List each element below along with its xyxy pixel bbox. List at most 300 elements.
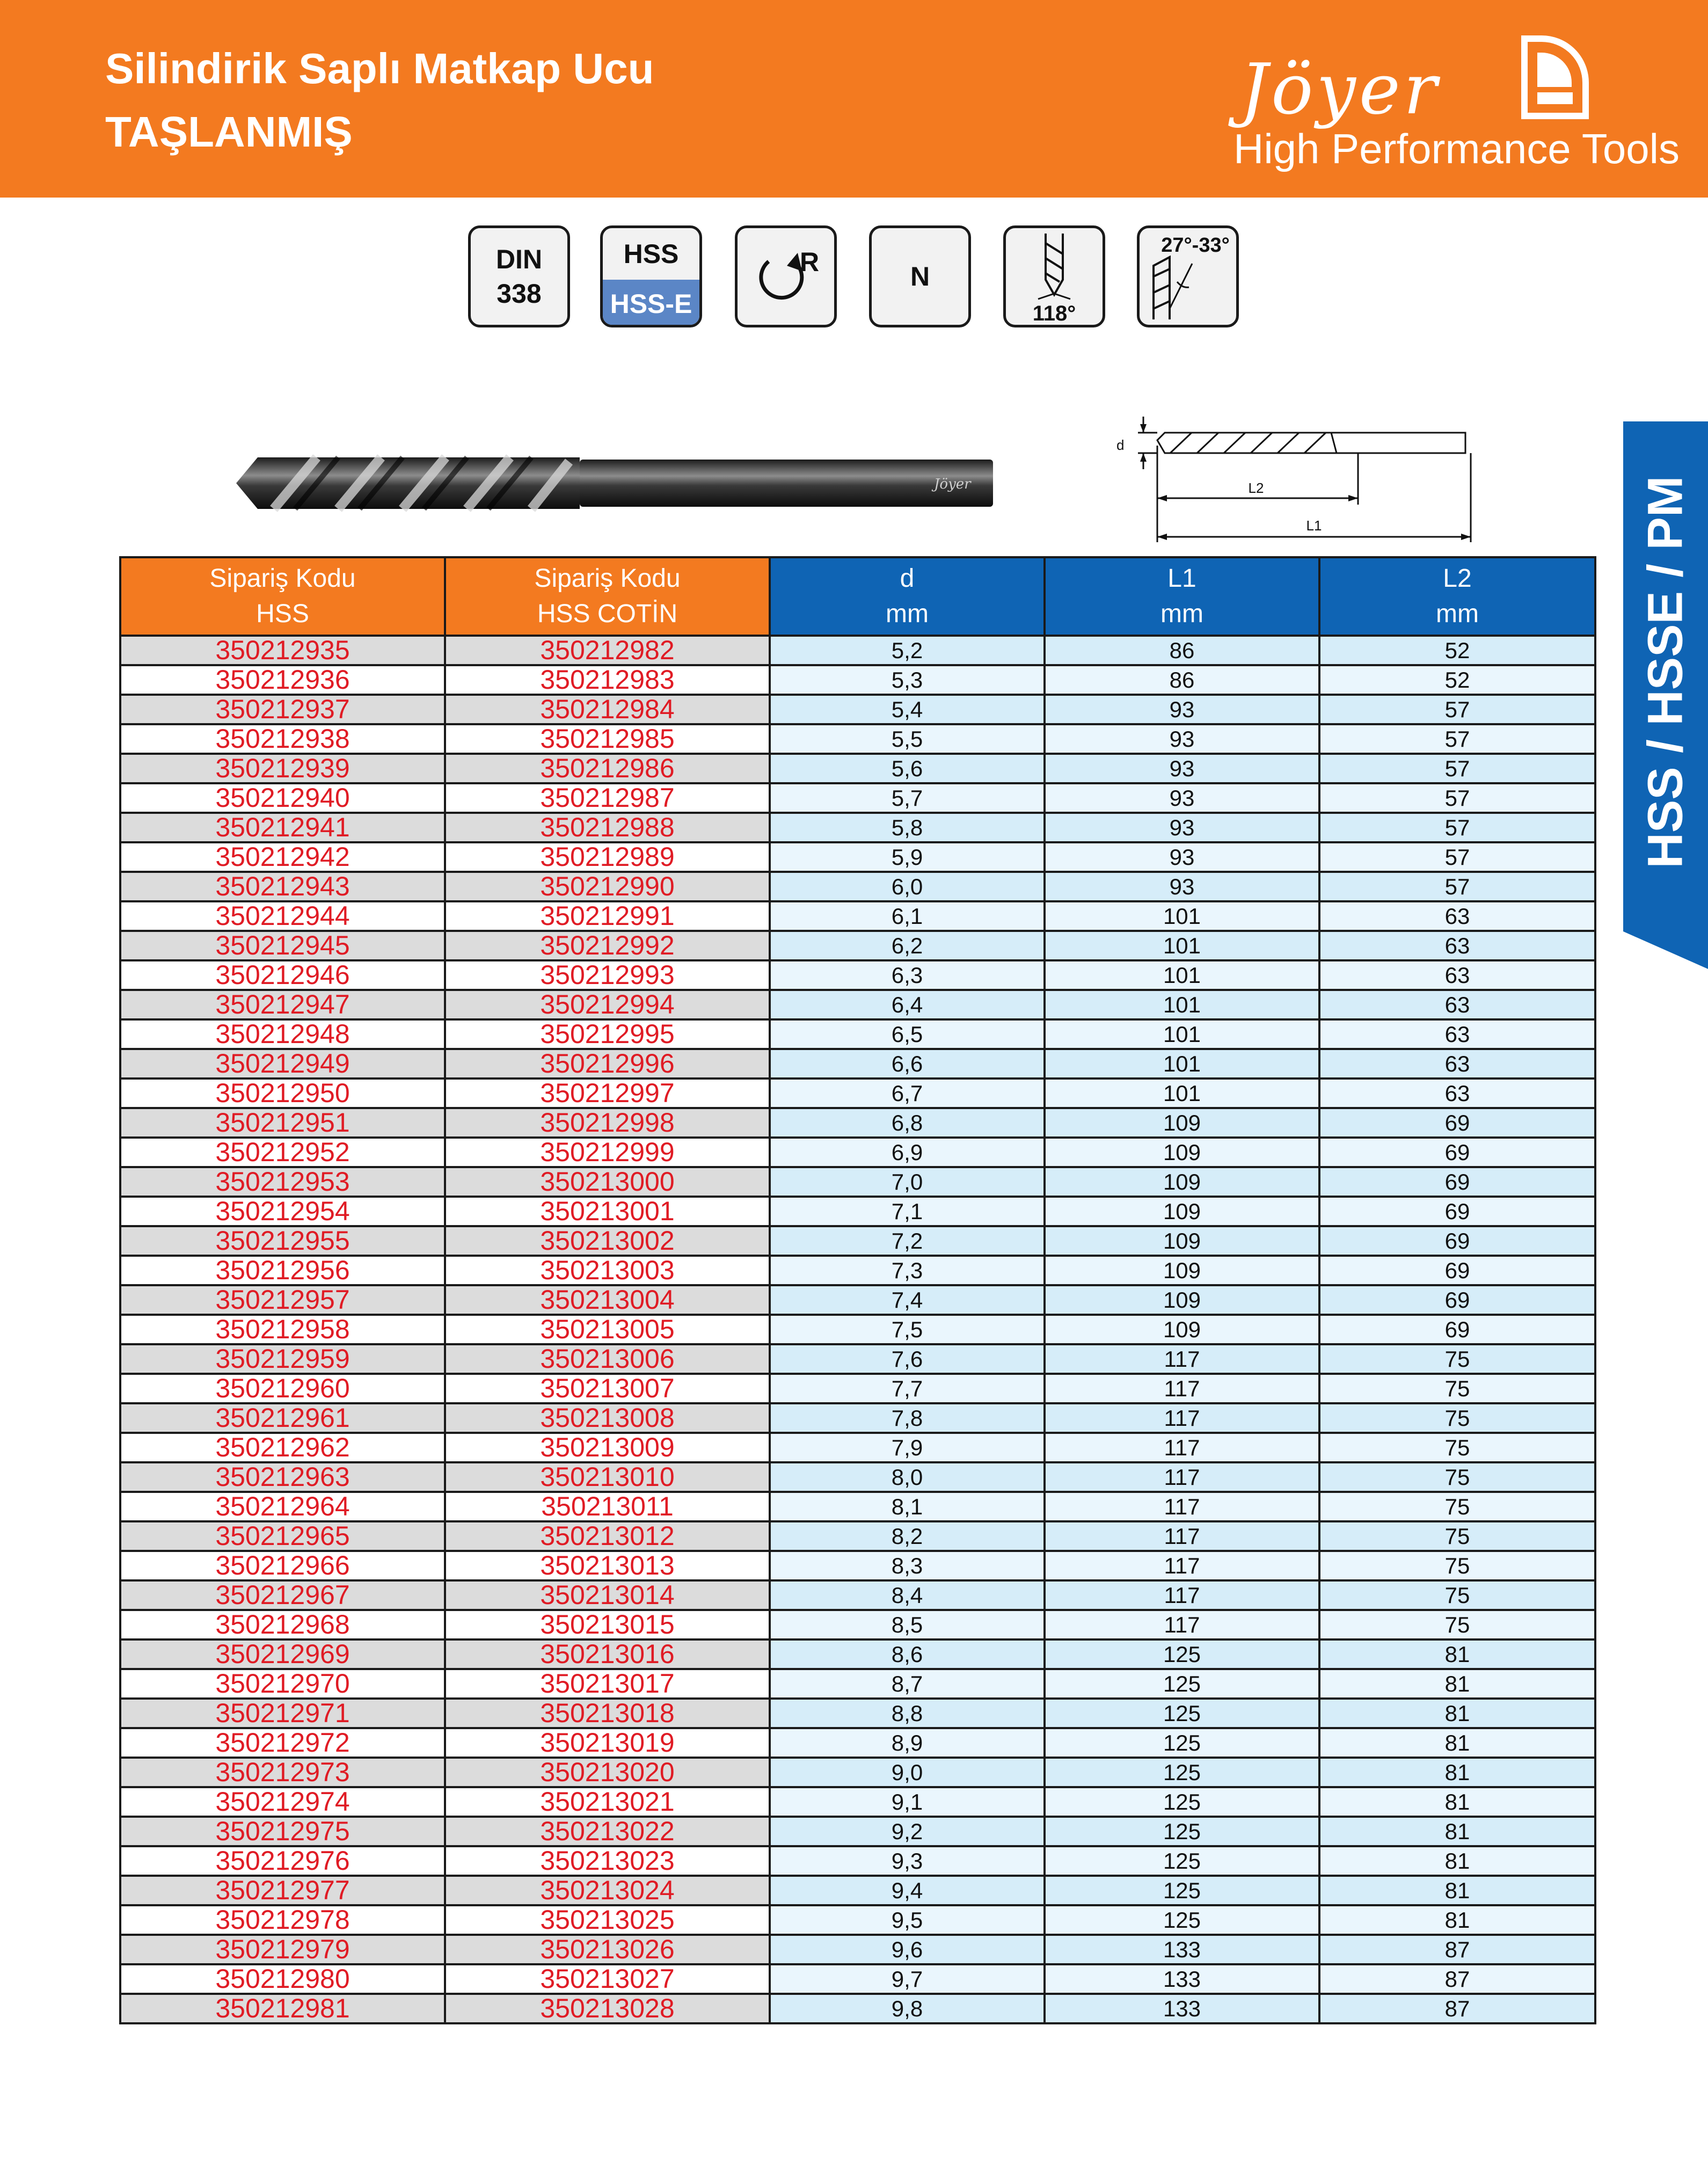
total-length-cell: 93 — [1045, 813, 1319, 842]
total-length-cell: 117 — [1045, 1462, 1319, 1492]
diameter-cell: 7,2 — [770, 1226, 1045, 1256]
cotin-code-cell: 350212993 — [445, 960, 770, 990]
hss-code-cell: 350212955 — [120, 1226, 445, 1256]
diameter-cell: 7,5 — [770, 1315, 1045, 1344]
flute-length-cell: 75 — [1319, 1344, 1595, 1374]
total-length-cell: 93 — [1045, 783, 1319, 813]
cotin-code-cell: 350212990 — [445, 872, 770, 901]
flute-length-cell: 69 — [1319, 1138, 1595, 1167]
diameter-cell: 5,9 — [770, 842, 1045, 872]
flute-length-cell: 69 — [1319, 1256, 1595, 1285]
total-length-cell: 101 — [1045, 1049, 1319, 1078]
flute-length-cell: 75 — [1319, 1551, 1595, 1580]
cotin-code-cell: 350212983 — [445, 665, 770, 695]
drill-point-icon — [1006, 228, 1103, 325]
table-row — [120, 1462, 1595, 1492]
diameter-cell: 9,4 — [770, 1876, 1045, 1905]
header-hss-code-line2: HSS — [256, 600, 309, 628]
flute-length-cell: 52 — [1319, 636, 1595, 665]
flute-length-cell: 69 — [1319, 1285, 1595, 1315]
cotin-code-cell: 350212995 — [445, 1019, 770, 1049]
table-row — [120, 1787, 1595, 1817]
table-row — [120, 1728, 1595, 1758]
cotin-code-cell: 350213009 — [445, 1433, 770, 1462]
hss-code-cell: 350212963 — [120, 1462, 445, 1492]
flute-length-cell: 69 — [1319, 1226, 1595, 1256]
hss-code-cell: 350212976 — [120, 1846, 445, 1876]
cotin-code-cell: 350212988 — [445, 813, 770, 842]
flute-length-cell: 75 — [1319, 1433, 1595, 1462]
cotin-code-cell: 350213026 — [445, 1935, 770, 1964]
diameter-cell: 9,8 — [770, 1994, 1045, 2023]
total-length-cell: 117 — [1045, 1374, 1319, 1403]
cotin-code-cell: 350213017 — [445, 1669, 770, 1699]
total-length-cell: 117 — [1045, 1344, 1319, 1374]
table-row — [120, 1669, 1595, 1699]
flute-length-cell: 75 — [1319, 1403, 1595, 1433]
total-length-cell: 101 — [1045, 901, 1319, 931]
flute-length-cell: 63 — [1319, 931, 1595, 960]
flute-length-cell: 57 — [1319, 872, 1595, 901]
hss-code-cell: 350212967 — [120, 1580, 445, 1610]
flute-length-cell: 69 — [1319, 1108, 1595, 1138]
hss-code-cell: 350212962 — [120, 1433, 445, 1462]
cotin-code-cell: 350213019 — [445, 1728, 770, 1758]
header-flute-length-line2: mm — [1436, 600, 1479, 628]
diameter-cell: 6,4 — [770, 990, 1045, 1019]
table-row — [120, 695, 1595, 724]
hss-code-cell: 350212952 — [120, 1138, 445, 1167]
cotin-code-cell: 350212998 — [445, 1108, 770, 1138]
table-row — [120, 724, 1595, 754]
diameter-cell: 6,1 — [770, 901, 1045, 931]
cotin-code-cell: 350213028 — [445, 1994, 770, 2023]
total-length-cell: 109 — [1045, 1285, 1319, 1315]
flute-length-cell: 63 — [1319, 1049, 1595, 1078]
flute-length-cell: 75 — [1319, 1492, 1595, 1521]
diameter-cell: 8,8 — [770, 1699, 1045, 1728]
hss-code-cell: 350212973 — [120, 1758, 445, 1787]
hss-code-cell: 350212945 — [120, 931, 445, 960]
total-length-cell: 125 — [1045, 1905, 1319, 1935]
total-length-cell: 101 — [1045, 990, 1319, 1019]
cotin-code-cell: 350213015 — [445, 1610, 770, 1639]
total-length-cell: 109 — [1045, 1226, 1319, 1256]
total-length-cell: 125 — [1045, 1876, 1319, 1905]
spec-table — [119, 556, 1596, 2024]
flute-length-cell: 63 — [1319, 990, 1595, 1019]
cotin-code-cell: 350213000 — [445, 1167, 770, 1197]
total-length-cell: 125 — [1045, 1699, 1319, 1728]
total-length-cell: 117 — [1045, 1521, 1319, 1551]
drill-bit-photo — [236, 446, 1004, 521]
diameter-cell: 5,3 — [770, 665, 1045, 695]
total-length-cell: 125 — [1045, 1639, 1319, 1669]
total-length-cell: 125 — [1045, 1817, 1319, 1846]
total-length-cell: 125 — [1045, 1758, 1319, 1787]
diameter-cell: 5,7 — [770, 783, 1045, 813]
diameter-cell: 5,2 — [770, 636, 1045, 665]
table-row — [120, 1049, 1595, 1078]
flute-length-cell: 81 — [1319, 1876, 1595, 1905]
header-cotin-code — [445, 557, 770, 636]
hss-code-cell: 350212970 — [120, 1669, 445, 1699]
diameter-cell: 7,0 — [770, 1167, 1045, 1197]
cotin-code-cell: 350212991 — [445, 901, 770, 931]
diameter-cell: 5,8 — [770, 813, 1045, 842]
flute-length-cell: 69 — [1319, 1315, 1595, 1344]
brand-logo-icon — [1517, 34, 1592, 120]
hss-code-cell: 350212960 — [120, 1374, 445, 1403]
diameter-cell: 8,9 — [770, 1728, 1045, 1758]
flute-length-cell: 57 — [1319, 695, 1595, 724]
header-diameter-line1: d — [900, 564, 915, 593]
flute-length-cell: 57 — [1319, 813, 1595, 842]
table-row — [120, 960, 1595, 990]
table-row — [120, 1167, 1595, 1197]
din-number: 338 — [497, 279, 542, 309]
total-length-cell: 109 — [1045, 1138, 1319, 1167]
flute-length-cell: 57 — [1319, 754, 1595, 783]
flute-length-cell: 81 — [1319, 1728, 1595, 1758]
total-length-cell: 86 — [1045, 665, 1319, 695]
total-length-cell: 101 — [1045, 1019, 1319, 1049]
total-length-cell: 133 — [1045, 1994, 1319, 2023]
total-length-cell: 101 — [1045, 960, 1319, 990]
flute-length-cell: 63 — [1319, 1078, 1595, 1108]
table-row — [120, 665, 1595, 695]
table-row — [120, 1935, 1595, 1964]
drill-type-badge — [869, 225, 971, 327]
hss-code-cell: 350212940 — [120, 783, 445, 813]
table-row — [120, 1403, 1595, 1433]
table-row — [120, 1019, 1595, 1049]
hss-code-cell: 350212969 — [120, 1639, 445, 1669]
cotin-code-cell: 350213012 — [445, 1521, 770, 1551]
cotin-code-cell: 350213022 — [445, 1817, 770, 1846]
table-row — [120, 1492, 1595, 1521]
header-diameter-line2: mm — [886, 600, 929, 628]
diameter-cell: 5,5 — [770, 724, 1045, 754]
flute-length-cell: 81 — [1319, 1669, 1595, 1699]
table-row — [120, 1639, 1595, 1669]
cotin-code-cell: 350213025 — [445, 1905, 770, 1935]
dimension-diagram — [1106, 408, 1481, 553]
flute-length-cell: 75 — [1319, 1521, 1595, 1551]
table-row — [120, 1846, 1595, 1876]
helix-angle-badge — [1137, 225, 1239, 327]
diameter-cell: 6,5 — [770, 1019, 1045, 1049]
diagram-d-label: d — [1116, 437, 1125, 453]
flute-length-cell: 63 — [1319, 901, 1595, 931]
table-row — [120, 990, 1595, 1019]
drill-type-label: N — [910, 261, 930, 292]
cotin-code-cell: 350213001 — [445, 1197, 770, 1226]
flute-length-cell: 52 — [1319, 665, 1595, 695]
cotin-code-cell: 350213005 — [445, 1315, 770, 1344]
diameter-cell: 8,7 — [770, 1669, 1045, 1699]
diameter-cell: 6,2 — [770, 931, 1045, 960]
hss-code-cell: 350212951 — [120, 1108, 445, 1138]
table-row — [120, 1905, 1595, 1935]
hss-code-cell: 350212966 — [120, 1551, 445, 1580]
brand-logo-text: Jöyer — [1240, 48, 1440, 130]
diameter-cell: 6,3 — [770, 960, 1045, 990]
total-length-cell: 125 — [1045, 1669, 1319, 1699]
cotin-code-cell: 350212994 — [445, 990, 770, 1019]
diameter-cell: 6,6 — [770, 1049, 1045, 1078]
table-row — [120, 1817, 1595, 1846]
header-diameter — [770, 557, 1045, 636]
hss-code-cell: 350212974 — [120, 1787, 445, 1817]
hss-code-cell: 350212980 — [120, 1964, 445, 1994]
table-row — [120, 1374, 1595, 1403]
hss-code-cell: 350212946 — [120, 960, 445, 990]
flute-length-cell: 81 — [1319, 1639, 1595, 1669]
flute-length-cell: 81 — [1319, 1699, 1595, 1728]
total-length-cell: 109 — [1045, 1197, 1319, 1226]
diagram-l1-label: L1 — [1306, 518, 1322, 534]
diameter-cell: 9,2 — [770, 1817, 1045, 1846]
total-length-cell: 133 — [1045, 1964, 1319, 1994]
flute-length-cell: 81 — [1319, 1758, 1595, 1787]
cotin-code-cell: 350212997 — [445, 1078, 770, 1108]
side-tab-notch — [1623, 931, 1708, 969]
helix-angle-icon — [1140, 228, 1236, 325]
cotin-code-cell: 350213023 — [445, 1846, 770, 1876]
total-length-cell: 117 — [1045, 1580, 1319, 1610]
flute-length-cell: 63 — [1319, 960, 1595, 990]
table-row — [120, 1521, 1595, 1551]
total-length-cell: 117 — [1045, 1610, 1319, 1639]
diameter-cell: 8,5 — [770, 1610, 1045, 1639]
total-length-cell: 125 — [1045, 1728, 1319, 1758]
table-header-row — [120, 557, 1595, 636]
cotin-code-cell: 350213007 — [445, 1374, 770, 1403]
cotin-code-cell: 350213002 — [445, 1226, 770, 1256]
cotin-code-cell: 350212984 — [445, 695, 770, 724]
diameter-cell: 5,4 — [770, 695, 1045, 724]
total-length-cell: 117 — [1045, 1433, 1319, 1462]
cotin-code-cell: 350213008 — [445, 1403, 770, 1433]
diameter-cell: 9,1 — [770, 1787, 1045, 1817]
cotin-code-cell: 350213021 — [445, 1787, 770, 1817]
table-row — [120, 1699, 1595, 1728]
header-hss-code — [120, 557, 445, 636]
diameter-cell: 6,9 — [770, 1138, 1045, 1167]
flute-length-cell: 75 — [1319, 1610, 1595, 1639]
drill-engraving: Jöyer — [934, 476, 971, 492]
diagram-l2-label: L2 — [1248, 480, 1264, 496]
flute-length-cell: 75 — [1319, 1462, 1595, 1492]
header-total-length — [1045, 557, 1319, 636]
header-total-length-line1: L1 — [1167, 564, 1196, 593]
table-row — [120, 783, 1595, 813]
hss-code-cell: 350212956 — [120, 1256, 445, 1285]
table-row — [120, 1551, 1595, 1580]
cotin-code-cell: 350213027 — [445, 1964, 770, 1994]
flute-length-cell: 75 — [1319, 1374, 1595, 1403]
table-row — [120, 872, 1595, 901]
diameter-cell: 8,3 — [770, 1551, 1045, 1580]
brand-tagline: High Performance Tools — [1233, 125, 1680, 172]
cotin-code-cell: 350213004 — [445, 1285, 770, 1315]
flute-length-cell: 57 — [1319, 783, 1595, 813]
flute-length-cell: 81 — [1319, 1787, 1595, 1817]
cotin-code-cell: 350213013 — [445, 1551, 770, 1580]
flute-length-cell: 87 — [1319, 1964, 1595, 1994]
total-length-cell: 109 — [1045, 1256, 1319, 1285]
table-row — [120, 754, 1595, 783]
diameter-cell: 9,5 — [770, 1905, 1045, 1935]
cotin-code-cell: 350212986 — [445, 754, 770, 783]
cotin-code-cell: 350213010 — [445, 1462, 770, 1492]
diameter-cell: 7,4 — [770, 1285, 1045, 1315]
flute-length-cell: 81 — [1319, 1846, 1595, 1876]
table-row — [120, 1964, 1595, 1994]
table-row — [120, 1226, 1595, 1256]
flute-length-cell: 75 — [1319, 1580, 1595, 1610]
total-length-cell: 133 — [1045, 1935, 1319, 1964]
header-total-length-line2: mm — [1160, 600, 1203, 628]
table-row — [120, 842, 1595, 872]
page-subtitle: TAŞLANMIŞ — [105, 108, 353, 156]
rotation-badge — [735, 225, 837, 327]
table-row — [120, 931, 1595, 960]
diameter-cell: 7,7 — [770, 1374, 1045, 1403]
clockwise-rotation-icon — [738, 228, 834, 325]
hss-code-cell: 350212957 — [120, 1285, 445, 1315]
table-row — [120, 901, 1595, 931]
hss-code-cell: 350212978 — [120, 1905, 445, 1935]
total-length-cell: 125 — [1045, 1846, 1319, 1876]
table-row — [120, 1315, 1595, 1344]
diameter-cell: 7,1 — [770, 1197, 1045, 1226]
cotin-code-cell: 350213018 — [445, 1699, 770, 1728]
page-title: Silindirik Saplı Matkap Ucu — [105, 45, 654, 92]
table-row — [120, 1138, 1595, 1167]
header-cotin-code-line2: HSS COTİN — [537, 600, 678, 628]
hss-code-cell: 350212949 — [120, 1049, 445, 1078]
hss-code-cell: 350212944 — [120, 901, 445, 931]
cotin-code-cell: 350212982 — [445, 636, 770, 665]
cotin-code-cell: 350212987 — [445, 783, 770, 813]
hss-code-cell: 350212977 — [120, 1876, 445, 1905]
cotin-code-cell: 350212999 — [445, 1138, 770, 1167]
cotin-code-cell: 350213024 — [445, 1876, 770, 1905]
table-row — [120, 1285, 1595, 1315]
side-category-label: HSS / HSSE / PM — [1638, 476, 1693, 869]
diameter-cell: 6,0 — [770, 872, 1045, 901]
total-length-cell: 101 — [1045, 1078, 1319, 1108]
rotation-label: R — [799, 247, 820, 277]
total-length-cell: 117 — [1045, 1551, 1319, 1580]
flute-length-cell: 57 — [1319, 724, 1595, 754]
header-cotin-code-line1: Sipariş Kodu — [534, 564, 681, 593]
cotin-code-cell: 350213003 — [445, 1256, 770, 1285]
hss-code-cell: 350212943 — [120, 872, 445, 901]
hss-code-cell: 350212948 — [120, 1019, 445, 1049]
material-hss-label: HSS — [623, 239, 679, 269]
hss-code-cell: 350212937 — [120, 695, 445, 724]
hss-code-cell: 350212942 — [120, 842, 445, 872]
diameter-cell: 8,1 — [770, 1492, 1045, 1521]
table-row — [120, 1344, 1595, 1374]
table-row — [120, 636, 1595, 665]
total-length-cell: 101 — [1045, 931, 1319, 960]
hss-code-cell: 350212979 — [120, 1935, 445, 1964]
cotin-code-cell: 350213016 — [445, 1639, 770, 1669]
total-length-cell: 93 — [1045, 872, 1319, 901]
hss-code-cell: 350212935 — [120, 636, 445, 665]
diameter-cell: 7,9 — [770, 1433, 1045, 1462]
table-row — [120, 1610, 1595, 1639]
hss-code-cell: 350212965 — [120, 1521, 445, 1551]
cotin-code-cell: 350212985 — [445, 724, 770, 754]
diameter-cell: 9,6 — [770, 1935, 1045, 1964]
hss-code-cell: 350212968 — [120, 1610, 445, 1639]
cotin-code-cell: 350212996 — [445, 1049, 770, 1078]
cotin-code-cell: 350212992 — [445, 931, 770, 960]
total-length-cell: 117 — [1045, 1492, 1319, 1521]
table-row — [120, 1994, 1595, 2023]
total-length-cell: 109 — [1045, 1108, 1319, 1138]
diameter-cell: 8,0 — [770, 1462, 1045, 1492]
hss-code-cell: 350212972 — [120, 1728, 445, 1758]
total-length-cell: 125 — [1045, 1787, 1319, 1817]
table-row — [120, 1433, 1595, 1462]
hss-code-cell: 350212936 — [120, 665, 445, 695]
diameter-cell: 9,7 — [770, 1964, 1045, 1994]
diameter-cell: 8,6 — [770, 1639, 1045, 1669]
total-length-cell: 93 — [1045, 754, 1319, 783]
table-row — [120, 1758, 1595, 1787]
header-flute-length — [1319, 557, 1595, 636]
flute-length-cell: 69 — [1319, 1167, 1595, 1197]
diameter-cell: 7,6 — [770, 1344, 1045, 1374]
hss-code-cell: 350212938 — [120, 724, 445, 754]
diameter-cell: 7,3 — [770, 1256, 1045, 1285]
hss-code-cell: 350212953 — [120, 1167, 445, 1197]
total-length-cell: 93 — [1045, 724, 1319, 754]
diameter-cell: 9,3 — [770, 1846, 1045, 1876]
flute-length-cell: 87 — [1319, 1994, 1595, 2023]
material-badge — [600, 225, 702, 327]
material-hsse-label: HSS-E — [603, 280, 699, 327]
header-hss-code-line1: Sipariş Kodu — [209, 564, 356, 593]
flute-length-cell: 81 — [1319, 1817, 1595, 1846]
cotin-code-cell: 350213014 — [445, 1580, 770, 1610]
table-row — [120, 1108, 1595, 1138]
diameter-cell: 8,4 — [770, 1580, 1045, 1610]
total-length-cell: 93 — [1045, 842, 1319, 872]
hss-code-cell: 350212950 — [120, 1078, 445, 1108]
diameter-cell: 9,0 — [770, 1758, 1045, 1787]
table-row — [120, 813, 1595, 842]
total-length-cell: 93 — [1045, 695, 1319, 724]
hss-code-cell: 350212964 — [120, 1492, 445, 1521]
table-row — [120, 1580, 1595, 1610]
table-row — [120, 1256, 1595, 1285]
total-length-cell: 109 — [1045, 1167, 1319, 1197]
cotin-code-cell: 350213011 — [445, 1492, 770, 1521]
flute-length-cell: 87 — [1319, 1935, 1595, 1964]
helix-angle-label: 27°-33° — [1161, 234, 1230, 257]
hss-code-cell: 350212981 — [120, 1994, 445, 2023]
hss-code-cell: 350212971 — [120, 1699, 445, 1728]
point-angle-label: 118° — [1032, 302, 1076, 325]
total-length-cell: 86 — [1045, 636, 1319, 665]
